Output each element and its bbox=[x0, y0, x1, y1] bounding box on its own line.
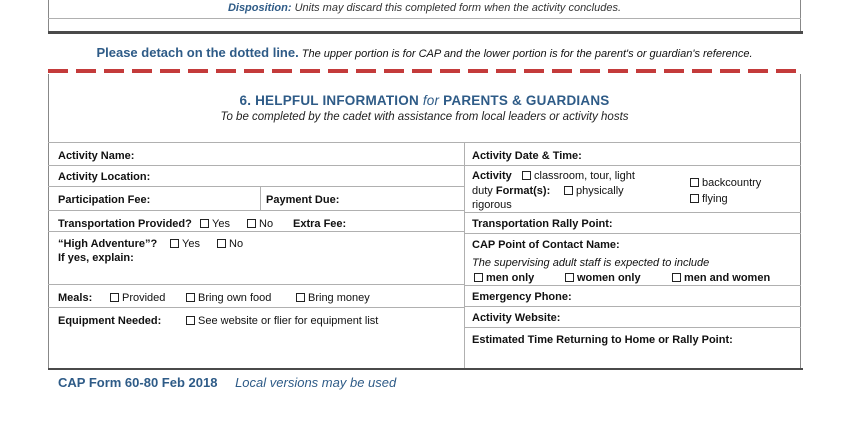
equipment-website-option[interactable] bbox=[186, 315, 378, 327]
option-label: Bring money bbox=[308, 292, 370, 304]
form-id: CAP Form 60-80 Feb 2018 bbox=[58, 375, 218, 390]
staff-expected-text: The supervising adult staff is expected to include bbox=[472, 257, 710, 269]
activity-website-label: Activity Website: bbox=[472, 312, 561, 324]
row-line bbox=[48, 165, 464, 166]
activity-location-label: Activity Location: bbox=[58, 171, 151, 183]
checkbox-icon[interactable] bbox=[690, 194, 699, 203]
row-line bbox=[464, 306, 801, 307]
staff-men-only-option[interactable] bbox=[474, 272, 534, 284]
row-line bbox=[464, 327, 801, 328]
column-divider bbox=[464, 142, 465, 370]
row-line bbox=[464, 233, 801, 234]
disposition-label: Disposition: bbox=[227, 2, 292, 14]
row-line bbox=[48, 210, 464, 211]
high-adventure-label: “High Adventure”? bbox=[58, 238, 158, 250]
checkbox-icon[interactable] bbox=[522, 171, 531, 180]
checkbox-icon[interactable] bbox=[186, 316, 195, 325]
table-top-line bbox=[48, 142, 801, 143]
form-footer bbox=[58, 375, 396, 390]
cell-divider bbox=[260, 186, 261, 210]
checkbox-icon[interactable] bbox=[565, 273, 574, 282]
row-line bbox=[464, 165, 801, 166]
option-label: Yes bbox=[212, 218, 230, 230]
transport-yes-option[interactable] bbox=[200, 218, 230, 230]
option-label: backcountry bbox=[702, 177, 762, 189]
equipment-needed-label: Equipment Needed: bbox=[58, 315, 162, 327]
meals-label: Meals: bbox=[58, 292, 93, 304]
option-label: Provided bbox=[122, 292, 166, 304]
section-title-part: PARENTS & GUARDIANS bbox=[439, 93, 610, 108]
row-line bbox=[48, 284, 464, 285]
detach-lead: Please detach on the dotted line. bbox=[96, 45, 299, 60]
option-label: men and women bbox=[684, 272, 771, 284]
section-top-border bbox=[48, 31, 803, 34]
transport-no-option[interactable] bbox=[247, 218, 273, 230]
divider bbox=[48, 18, 801, 19]
checkbox-icon[interactable] bbox=[186, 293, 195, 302]
checkbox-icon[interactable] bbox=[200, 219, 209, 228]
section-subtitle: To be completed by the cadet with assistance from local leaders or activity hosts bbox=[220, 111, 629, 123]
format-physically-option[interactable] bbox=[564, 185, 624, 197]
local-versions-note: Local versions may be used bbox=[235, 375, 397, 390]
duty-word: duty bbox=[472, 185, 493, 197]
payment-due-label: Payment Due: bbox=[266, 194, 340, 206]
option-label: physically bbox=[576, 185, 624, 197]
option-label: flying bbox=[702, 193, 728, 205]
option-label: See website or flier for equipment list bbox=[198, 315, 379, 327]
adventure-yes-option[interactable] bbox=[170, 238, 200, 250]
row-line bbox=[48, 186, 464, 187]
dotted-cut-line bbox=[48, 69, 801, 73]
disposition-text: Units may discard this completed form when the activity concludes. bbox=[294, 2, 622, 14]
format-classroom-option[interactable] bbox=[522, 170, 635, 182]
section-title-for: for bbox=[422, 93, 440, 108]
checkbox-icon[interactable] bbox=[170, 239, 179, 248]
row-line bbox=[48, 307, 464, 308]
poc-name-label: CAP Point of Contact Name: bbox=[472, 239, 620, 251]
transportation-provided-label: Transportation Provided? bbox=[58, 218, 192, 230]
section-title-part: 6. HELPFUL INFORMATION bbox=[239, 93, 423, 108]
option-label: classroom, tour, light bbox=[534, 170, 635, 182]
return-time-label: Estimated Time Returning to Home or Rally Point: bbox=[472, 334, 733, 346]
option-label: men only bbox=[486, 272, 535, 284]
checkbox-icon[interactable] bbox=[296, 293, 305, 302]
row-line bbox=[464, 212, 801, 213]
option-label: No bbox=[229, 238, 244, 250]
format-flying-option[interactable] bbox=[690, 193, 728, 205]
section-bottom-border bbox=[48, 368, 803, 370]
activity-date-time-label: Activity Date & Time: bbox=[472, 150, 582, 162]
activity-name-label: Activity Name: bbox=[58, 150, 135, 162]
format-backcountry-option[interactable] bbox=[690, 177, 761, 189]
rally-point-label: Transportation Rally Point: bbox=[472, 218, 613, 230]
checkbox-icon[interactable] bbox=[564, 186, 573, 195]
duty-format-line bbox=[472, 185, 550, 197]
row-line bbox=[48, 231, 464, 232]
detach-notice bbox=[48, 45, 801, 60]
checkbox-icon[interactable] bbox=[690, 178, 699, 187]
if-yes-explain-label: If yes, explain: bbox=[58, 252, 134, 264]
checkbox-icon[interactable] bbox=[474, 273, 483, 282]
rigorous-word: rigorous bbox=[472, 199, 512, 211]
emergency-phone-label: Emergency Phone: bbox=[472, 291, 572, 303]
row-line bbox=[464, 285, 801, 286]
participation-fee-label: Participation Fee: bbox=[58, 194, 151, 206]
staff-women-only-option[interactable] bbox=[565, 272, 641, 284]
option-label: No bbox=[259, 218, 274, 230]
checkbox-icon[interactable] bbox=[672, 273, 681, 282]
section-title bbox=[48, 93, 801, 108]
meals-provided-option[interactable] bbox=[110, 292, 165, 304]
staff-men-and-women-option[interactable] bbox=[672, 272, 770, 284]
checkbox-icon[interactable] bbox=[217, 239, 226, 248]
formats-label: Format(s): bbox=[495, 185, 551, 197]
meals-money-option[interactable] bbox=[296, 292, 370, 304]
option-label: Yes bbox=[182, 238, 200, 250]
checkbox-icon[interactable] bbox=[110, 293, 119, 302]
option-label: Bring own food bbox=[198, 292, 272, 304]
adventure-no-option[interactable] bbox=[217, 238, 243, 250]
extra-fee-label: Extra Fee: bbox=[293, 218, 347, 230]
detach-text: The upper portion is for CAP and the lower portion is for the parent's or guardian's reference. bbox=[301, 48, 753, 60]
checkbox-icon[interactable] bbox=[247, 219, 256, 228]
option-label: women only bbox=[577, 272, 641, 284]
activity-format-label: Activity bbox=[472, 170, 512, 182]
disposition-line bbox=[48, 2, 801, 14]
meals-own-food-option[interactable] bbox=[186, 292, 271, 304]
